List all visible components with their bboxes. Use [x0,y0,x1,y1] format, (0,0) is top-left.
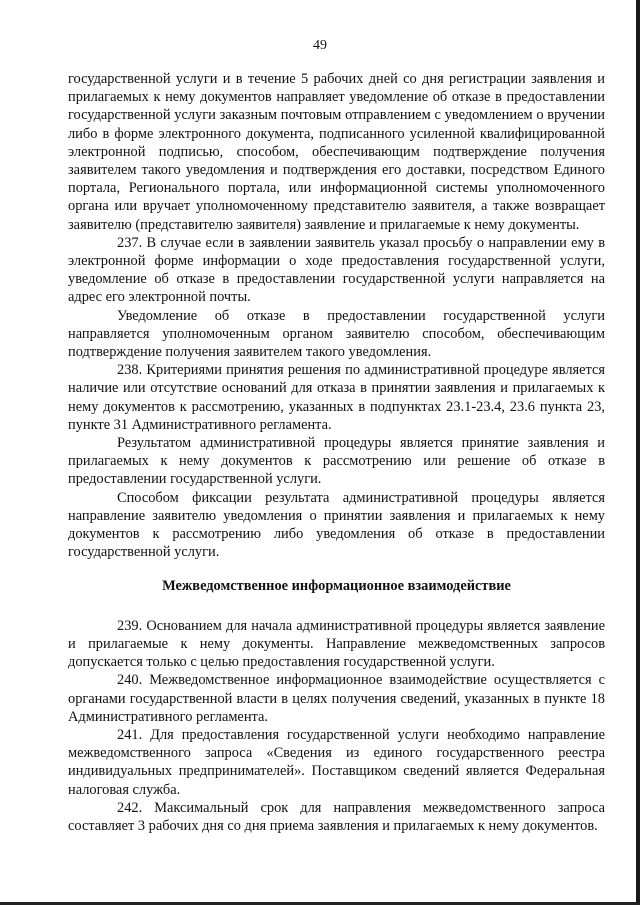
paragraph-p-237-notice: Уведомление об отказе в предоставлении государственной услуги направляется уполномоченным органом заявителю способом, обеспечивающим подтверждение получения заявителем такого уведомления. [68,307,605,361]
paragraph-p-241: 241. Для предоставления государственной услуги необходимо направление межведомственного запроса «Сведения из единого государственного реестра индивидуальных предпринимателей». Поставщиком сведений является Федеральная налоговая служба. [68,726,605,798]
scan-border-right [636,0,640,905]
paragraphs-after-heading [68,617,605,835]
paragraph-p-242: 242. Максимальный срок для направления межведомственного запроса составляет 3 рабочих дня со дня приема заявления и прилагаемых к нему документов. [68,799,605,834]
paragraph-p-240: 240. Межведомственное информационное взаимодействие осуществляется с органами государственной власти в целях получения сведений, указанных в пункте 18 Административного регламента. [68,672,605,725]
section-heading: Межведомственное информационное взаимодействие [162,578,511,595]
paragraph-p-238-method: Способом фиксации результата административной процедуры является направление заявителю уведомления о принятии заявления и прилагаемых к нему документов к рассмотрению либо уведомления об отказе в предоставлении государственной услуги. [68,489,605,561]
paragraph-p-continuation: государственной услуги и в течение 5 рабочих дней со дня регистрации заявления и прилагаемых к нему документов направляет уведомление об отказе в предоставлении государственной услуги заказным почтовым отправлением с уведомлением о вручении либо в форме электронного документа, подписанного усиленной квалифицированной электронной подписью, способом, обеспечивающим подтверждение получения заявителем такого уведомления и подтверждения его доставки, посредством Единого портала, Регионального портала, или информационной системы уполномоченного органа или вручает уполномоченному представителю заявителя, а также возвращает заявителю (представителю заявителя) заявление и прилагаемые к нему документы. [68,71,605,233]
paragraphs-before-heading [68,70,605,561]
paragraph-p-239: 239. Основанием для начала административной процедуры является заявление и прилагаемые к нему документы. Направление межведомственных запросов допускается только с целью предоставления государственной услуги. [68,617,605,671]
paragraph-p-238: 238. Критериями принятия решения по административной процедуре является наличие или отсутствие оснований для отказа в принятии заявления и прилагаемых к нему документов к рассмотрению, указанных в подпунктах 23.1-23.4, 23.6 пункта 23, пункте 31 Административного регламента. [68,362,605,433]
page-number: 49 [313,38,327,53]
paragraph-p-238-result: Результатом административной процедуры является принятие заявления и прилагаемых к нему документов к рассмотрению или решение об отказе в предоставлении государственной услуги. [68,435,605,488]
page-body [68,70,605,835]
paragraph-p-237: 237. В случае если в заявлении заявитель указал просьбу о направлении ему в электронной форме информации о ходе предоставления государственной услуги, уведомление об отказе в предоставлении государственной услуги направляется на адрес его электронной почты. [68,234,605,306]
